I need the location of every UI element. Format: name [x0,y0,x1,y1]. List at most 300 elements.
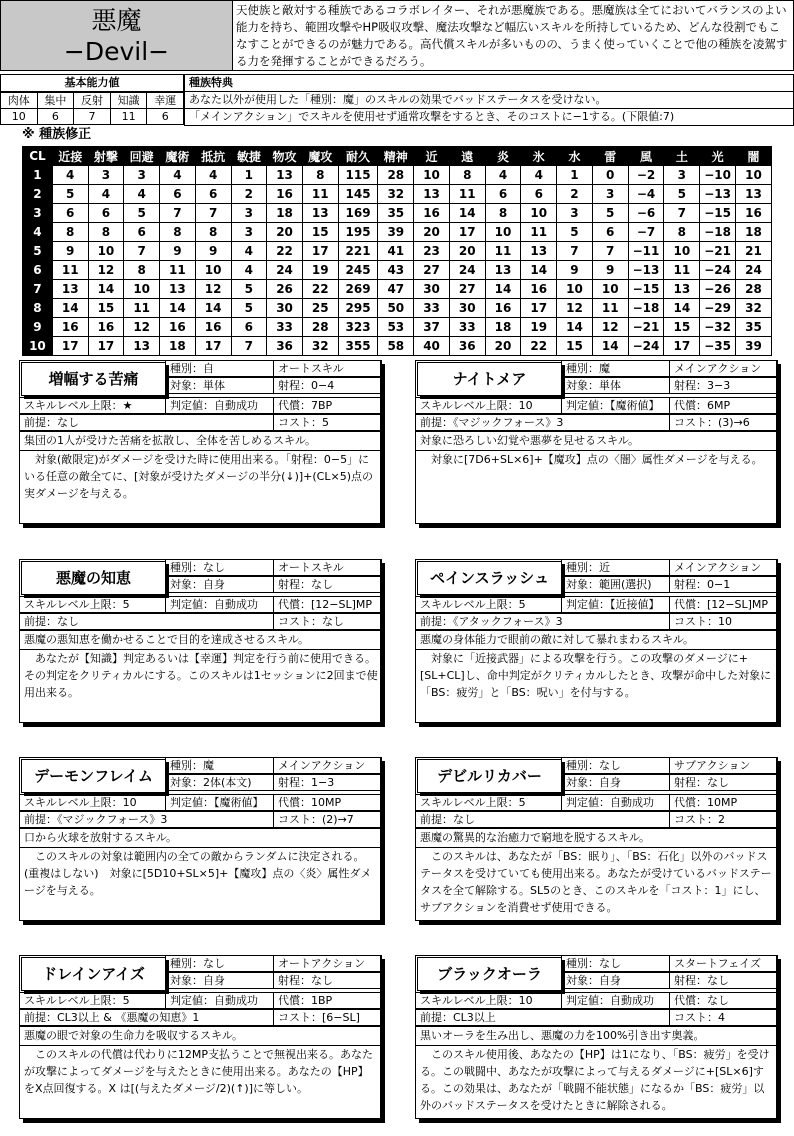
class-level-cell: 2 [23,185,53,204]
modifier-cell: 39 [736,337,772,356]
modifier-column-header: 耐久 [338,147,378,166]
skill-card [415,360,777,524]
modifier-cell: 10 [736,166,772,185]
modifier-cell: 115 [338,166,378,185]
modifier-cell: −18 [700,223,736,242]
modifier-cell: 17 [449,223,485,242]
modifier-cell: 33 [267,318,303,337]
skill-type: 種別：自 [165,360,274,377]
modifier-cell: 17 [302,242,338,261]
skill-cost: 代償：[12−SL]MP [273,596,382,613]
skill-cost: 代償：10MP [669,794,778,811]
modifier-row [23,318,772,337]
skill-card [415,559,777,723]
modifier-cell: 14 [195,299,231,318]
modifier-cell: 269 [338,280,378,299]
skill-cost: 代償：[12−SL]MP [669,596,778,613]
modifier-column-header: 光 [700,147,736,166]
skill-target: 対象：単体 [561,377,670,394]
modifier-cell: 195 [338,223,378,242]
skill-target: 対象：単体 [165,377,274,394]
modifier-cell: 11 [592,299,628,318]
skill-effect: 対象に「近接武器」による攻撃を行う。この攻撃のダメージに+[SL+CL]し、命中判定がクリティカルしたとき、攻撃が命中した対象に「BS：疲労」と「BS：呪い」を付与する。 [416,649,778,722]
modifier-cell: 12 [124,318,160,337]
skill-range: 射程：なし [273,576,382,593]
skill-effect: あなたが【知識】判定あるいは【幸運】判定を行う前に使用できる。その判定をクリティカルにする。このスキルは1セッションに2回まで使用出来る。 [20,649,382,722]
modifier-row [23,261,772,280]
modifier-cell: 30 [267,299,303,318]
modifier-cell: 8 [449,166,485,185]
modifier-cell: 8 [124,261,160,280]
modifier-cell: −15 [700,204,736,223]
modifier-cell: 13 [485,261,521,280]
class-level-cell: 10 [23,337,53,356]
skill-target: 対象：範囲(選択) [561,576,670,593]
modifier-cell: 17 [52,337,88,356]
skill-card [19,757,381,921]
stat-label: 反射 [74,93,111,109]
modifier-cell: −15 [628,280,664,299]
skill-summary: 悪魔の悪知恵を働かせることで目的を達成させるスキル。 [20,630,382,649]
modifier-column-header: 近接 [52,147,88,166]
modifier-cell: 39 [378,223,414,242]
modifier-cell: 33 [449,318,485,337]
modifier-cell: 15 [302,223,338,242]
skill-judge: 判定値：自動成功 [165,397,274,414]
skill-range: 射程：なし [669,774,778,791]
modifier-cell: 10 [664,242,700,261]
skill-cost-value: コスト：2 [669,811,778,828]
modifier-cell: −26 [700,280,736,299]
modifier-cell: 14 [592,337,628,356]
modifier-cell: 8 [160,223,196,242]
modifier-cell: 1 [557,166,593,185]
modifier-cell: 221 [338,242,378,261]
modifier-cell: 15 [557,337,593,356]
skill-prerequisite: 前提：《マジックフォース》3 [415,414,670,431]
skill-name: ドレインアイズ [21,957,166,991]
skill-level-cap: スキルレベル上限：10 [415,397,562,414]
skill-cost-value: コスト：4 [669,1009,778,1026]
skill-target: 対象：自身 [165,972,274,989]
modifier-cell: 20 [267,223,303,242]
modifier-cell: 11 [449,185,485,204]
skill-timing: サブアクション [669,757,778,774]
modifier-row [23,223,772,242]
stat-label: 知識 [110,93,147,109]
skill-judge: 判定値：【近接値】 [561,596,670,613]
base-stats-heading: 基本能力値 [0,74,184,92]
skill-prerequisite: 前提：CL3以上 & 《悪魔の知恵》1 [19,1009,274,1026]
modifier-column-header: 回避 [124,147,160,166]
modifier-cell: 36 [449,337,485,356]
skill-effect: このスキルの対象は範囲内の全ての敵からランダムに決定される。(重複はしない) 対象に[5D10+SL×5]+【魔攻】点の〈炎〉属性ダメージを与える。 [20,847,382,920]
modifier-cell: 6 [195,185,231,204]
skill-effect: 対象に[7D6+SL×6]+【魔攻】点の〈闇〉属性ダメージを与える。 [416,450,778,523]
modifier-cell: 5 [124,204,160,223]
modifier-column-header: 遠 [449,147,485,166]
modifier-cell: 11 [52,261,88,280]
modifier-cell: 7 [557,242,593,261]
modifier-cell: 41 [378,242,414,261]
modifier-row [23,280,772,299]
skill-cost-value: コスト：(3)→6 [669,414,778,431]
modifier-cell: −7 [628,223,664,242]
modifier-table [22,146,772,356]
skill-card-body [19,757,381,921]
modifier-column-header: 闇 [736,147,772,166]
modifier-cell: 15 [664,318,700,337]
modifier-cell: 22 [521,337,557,356]
skill-judge: 判定値：自動成功 [165,992,274,1009]
skill-target: 対象：自身 [561,972,670,989]
modifier-cell: 36 [267,337,303,356]
modifier-cell: −13 [628,261,664,280]
modifier-cell: 10 [592,280,628,299]
modifier-cell: 13 [52,280,88,299]
skill-cost-value: コスト：(2)→7 [273,811,382,828]
modifier-cell: 6 [485,185,521,204]
modifier-cell: 7 [160,204,196,223]
modifier-cell: 3 [557,204,593,223]
skill-type: 種別：なし [165,559,274,576]
skill-prerequisite: 前提：《アタックフォース》3 [415,613,670,630]
skill-prerequisite: 前提：なし [415,811,670,828]
skill-cost: 代償：1BP [273,992,382,1009]
modifier-cell: 23 [414,242,450,261]
modifier-cell: −6 [628,204,664,223]
modifier-cell: −18 [628,299,664,318]
modifier-cell: 25 [302,299,338,318]
modifier-column-header: 土 [664,147,700,166]
modifier-column-header: 抵抗 [195,147,231,166]
class-level-cell: 8 [23,299,53,318]
modifier-cell: 5 [592,204,628,223]
modifier-cell: 17 [521,299,557,318]
modifier-cell: 18 [267,204,303,223]
modifier-cell: 169 [338,204,378,223]
modifier-cell: 50 [378,299,414,318]
skill-prerequisite: 前提：なし [19,613,274,630]
modifier-cell: 10 [485,223,521,242]
modifier-cell: 16 [160,318,196,337]
modifier-cell: 8 [195,223,231,242]
class-level-cell: 6 [23,261,53,280]
modifier-cell: 7 [195,204,231,223]
skill-judge: 判定値：自動成功 [561,794,670,811]
modifier-cell: 6 [521,185,557,204]
skill-timing: オートスキル [273,360,382,377]
skill-level-cap: スキルレベル上限：10 [19,794,166,811]
modifier-cell: 245 [338,261,378,280]
modifier-cell: 5 [664,185,700,204]
modifier-cell: 16 [485,299,521,318]
modifier-cell: 53 [378,318,414,337]
skill-summary: 対象に恐ろしい幻覚や悪夢を見せるスキル。 [416,431,778,450]
modifier-cell: −21 [700,242,736,261]
modifier-cell: 58 [378,337,414,356]
modifier-row [23,299,772,318]
modifier-cell: 26 [267,280,303,299]
modifier-cell: 13 [664,280,700,299]
stat-value: 11 [110,109,147,125]
modifier-cell: 11 [124,299,160,318]
modifier-cell: 145 [338,185,378,204]
modifier-cell: 4 [195,166,231,185]
skill-card [19,559,381,723]
modifier-cell: 16 [267,185,303,204]
modifier-cell: 4 [52,166,88,185]
skill-card [415,757,777,921]
modifier-cell: 3 [231,223,267,242]
modifier-cell: 6 [160,185,196,204]
modifier-cell: −13 [700,185,736,204]
modifier-cell: −21 [628,318,664,337]
skill-cost: 代償：なし [669,992,778,1009]
modifier-column-header: CL [23,147,53,166]
modifier-cell: 21 [736,242,772,261]
modifier-cell: 12 [592,318,628,337]
race-description: 天使族と敵対する種族であるコラボレイター、それが悪魔族である。悪魔族は全てにおいてバランスのよい能力を持ち、範囲攻撃やHP吸収攻撃、魔法攻撃など幅広いスキルを所持しているため、どんな役割でもこなすことができるのが魅力である。高代償スキルが多いものの、うまく使っていくことで他の種族を凌駕する力を発揮することができるだろう。 [233,0,794,71]
race-title-en: −Devil− [63,36,170,66]
modifier-cell: 5 [557,223,593,242]
modifier-column-header: 魔術 [160,147,196,166]
modifier-cell: 3 [124,166,160,185]
modifier-cell: 20 [485,337,521,356]
skill-name: 悪魔の知恵 [21,561,166,595]
stat-label: 肉体 [1,93,38,109]
modifier-cell: 13 [736,185,772,204]
modifier-cell: 20 [414,223,450,242]
skill-level-cap: スキルレベル上限：5 [415,596,562,613]
stat-value: 10 [1,109,38,125]
skill-name: ナイトメア [417,362,562,396]
modifier-row [23,166,772,185]
modifier-cell: 3 [592,185,628,204]
modifier-cell: 10 [88,242,124,261]
modifier-cell: 6 [231,318,267,337]
modifier-cell: 35 [378,204,414,223]
modifier-cell: 12 [195,280,231,299]
skill-cost: 代償：6MP [669,397,778,414]
modifier-cell: −24 [628,337,664,356]
modifier-cell: 11 [302,185,338,204]
skill-timing: メインアクション [669,559,778,576]
skill-target: 対象：自身 [561,774,670,791]
base-stats-values [1,109,184,125]
modifier-column-header: 氷 [521,147,557,166]
skill-range: 射程：なし [273,972,382,989]
skill-name: 増幅する苦痛 [21,362,166,396]
skill-name: デビルリカバー [417,759,562,793]
modifier-cell: 295 [338,299,378,318]
modifier-cell: 4 [485,166,521,185]
skill-cost-value: コスト：なし [273,613,382,630]
skill-name: デーモンフレイム [21,759,166,793]
modifier-cell: 9 [52,242,88,261]
skill-type: 種別：近 [561,559,670,576]
modifier-cell: 16 [52,318,88,337]
skill-summary: 口から火球を放射するスキル。 [20,828,382,847]
modifier-cell: 13 [124,337,160,356]
modifier-column-header: 物攻 [267,147,303,166]
base-stats-labels [1,93,184,109]
stat-label: 集中 [37,93,74,109]
modifier-cell: −32 [700,318,736,337]
modifier-cell: 8 [302,166,338,185]
skill-card [19,955,381,1119]
skill-cost-value: コスト：5 [273,414,382,431]
stat-label: 幸運 [147,93,184,109]
modifier-cell: 16 [88,318,124,337]
modifier-cell: 14 [557,318,593,337]
modifier-cell: 8 [664,223,700,242]
modifier-cell: 14 [52,299,88,318]
skill-judge: 判定値：【魔術値】 [561,397,670,414]
modifier-cell: 14 [449,204,485,223]
skill-effect: このスキルの代償は代わりに12MP支払うことで無視出来る。あなたが攻撃によってダメージを与えたときに使用出来る。あなたの【HP】をX点回復する。X は[(与えたダメージ/2)(↑)]に等しい。 [20,1045,382,1118]
skill-range: 射程：0−4 [273,377,382,394]
modifier-row [23,185,772,204]
modifier-cell: 19 [521,318,557,337]
skill-range: 射程：1−3 [273,774,382,791]
modifier-cell: 11 [160,261,196,280]
modifier-cell: 323 [338,318,378,337]
modifier-cell: 32 [736,299,772,318]
modifier-header-row [23,147,772,166]
modifier-cell: 14 [664,299,700,318]
race-title-box [0,0,233,71]
skill-judge: 判定値：自動成功 [561,992,670,1009]
modifier-cell: 24 [736,261,772,280]
modifier-cell: 2 [231,185,267,204]
modifier-cell: 24 [267,261,303,280]
modifier-cell: 19 [302,261,338,280]
modifier-cell: 14 [160,299,196,318]
skill-type: 種別：魔 [561,360,670,377]
modifier-row [23,242,772,261]
skill-summary: 悪魔の驚異的な治癒力で窮地を脱するスキル。 [416,828,778,847]
modifier-cell: 7 [664,204,700,223]
skill-timing: オートスキル [273,559,382,576]
modifier-cell: 16 [521,280,557,299]
modifier-column-header: 魔攻 [302,147,338,166]
modifier-cell: 8 [52,223,88,242]
skill-prerequisite: 前提：CL3以上 [415,1009,670,1026]
skill-name: ブラックオーラ [417,957,562,991]
modifier-cell: 1 [231,166,267,185]
modifier-cell: 7 [231,337,267,356]
skill-name: ペインスラッシュ [417,561,562,595]
stat-value: 6 [147,109,184,125]
modifier-cell: 11 [664,261,700,280]
modifier-cell: 12 [88,261,124,280]
modifier-cell: 20 [449,242,485,261]
modifier-cell: 24 [449,261,485,280]
modifier-cell: 6 [592,223,628,242]
class-level-cell: 7 [23,280,53,299]
racial-feature-2: 「メインアクション」でスキルを使用せず通常攻撃をするとき、そのコストに−1する。(下限値:7) [184,109,794,126]
skill-level-cap: スキルレベル上限：5 [19,596,166,613]
modifier-cell: 6 [124,223,160,242]
modifier-cell: 30 [449,299,485,318]
class-level-cell: 3 [23,204,53,223]
modifier-cell: 10 [414,166,450,185]
modifier-cell: 16 [736,204,772,223]
modifier-column-header: 敏捷 [231,147,267,166]
modifier-cell: 17 [664,337,700,356]
skill-prerequisite: 前提：《マジックフォース》3 [19,811,274,828]
skill-cost: 代償：7BP [273,397,382,414]
modifier-row [23,337,772,356]
modifier-cell: 13 [267,166,303,185]
modifier-cell: 355 [338,337,378,356]
skill-effect: このスキル使用後、あなたの【HP】は1になり、「BS：疲労」を受ける。この戦闘中、あなたが攻撃によって与えるダメージに+[SL×6]する。この効果は、あなたが「戦闘不能状態」になるか「BS：疲労」以外のバッドステータスを受けたときに解除される。 [416,1045,778,1118]
class-level-cell: 1 [23,166,53,185]
modifier-cell: 16 [195,318,231,337]
modifier-cell: 22 [267,242,303,261]
skill-level-cap: スキルレベル上限：5 [415,794,562,811]
modifier-cell: 33 [414,299,450,318]
modifier-cell: 6 [52,204,88,223]
modifier-cell: 13 [302,204,338,223]
modifier-column-header: 精神 [378,147,414,166]
modifier-cell: 7 [592,242,628,261]
modifier-cell: 2 [557,185,593,204]
modifier-cell: 32 [302,337,338,356]
modifier-cell: 14 [521,261,557,280]
modifier-cell: 18 [160,337,196,356]
skill-card-body [415,757,777,921]
class-level-cell: 9 [23,318,53,337]
skill-summary: 黒いオーラを生み出し、悪魔の力を100%引き出す奥義。 [416,1026,778,1045]
modifier-column-header: 風 [628,147,664,166]
skill-cost-value: コスト：[6−SL] [273,1009,382,1026]
modifier-cell: 4 [124,185,160,204]
modifier-column-header: 射撃 [88,147,124,166]
race-title-jp: 悪魔 [91,5,142,35]
skill-timing: スタートフェイズ [669,955,778,972]
modifier-cell: 5 [231,299,267,318]
skill-timing: オートアクション [273,955,382,972]
skill-card-body [19,559,381,723]
skill-type: 種別：なし [561,757,670,774]
skill-cost-value: コスト：10 [669,613,778,630]
skill-summary: 悪魔の身体能力で眼前の敵に対して暴れまわるスキル。 [416,630,778,649]
modifier-cell: 4 [88,185,124,204]
modifier-cell: 16 [414,204,450,223]
modifier-cell: 18 [485,318,521,337]
skill-type: 種別：魔 [165,757,274,774]
modifier-cell: 4 [231,261,267,280]
modifier-cell: 4 [521,166,557,185]
modifier-column-header: 近 [414,147,450,166]
skill-card [415,955,777,1119]
modifier-cell: 17 [195,337,231,356]
modifier-cell: 14 [485,280,521,299]
modifier-cell: 28 [378,166,414,185]
skill-effect: このスキルは、あなたが「BS：眠り」、「BS：石化」以外のバッドステータスを受けていても使用出来る。あなたが受けているバッドステータスを全て解除する。SL5のとき、このスキルを「コスト：1」にし、サブアクションを消費せず使用できる。 [416,847,778,920]
modifier-cell: 10 [557,280,593,299]
modifier-cell: 37 [414,318,450,337]
modifier-cell: −2 [628,166,664,185]
modifier-cell: 0 [592,166,628,185]
base-stats-table [0,92,184,125]
modifier-cell: 28 [736,280,772,299]
skill-card [19,360,381,524]
modifier-cell: 9 [160,242,196,261]
modifier-cell: 40 [414,337,450,356]
